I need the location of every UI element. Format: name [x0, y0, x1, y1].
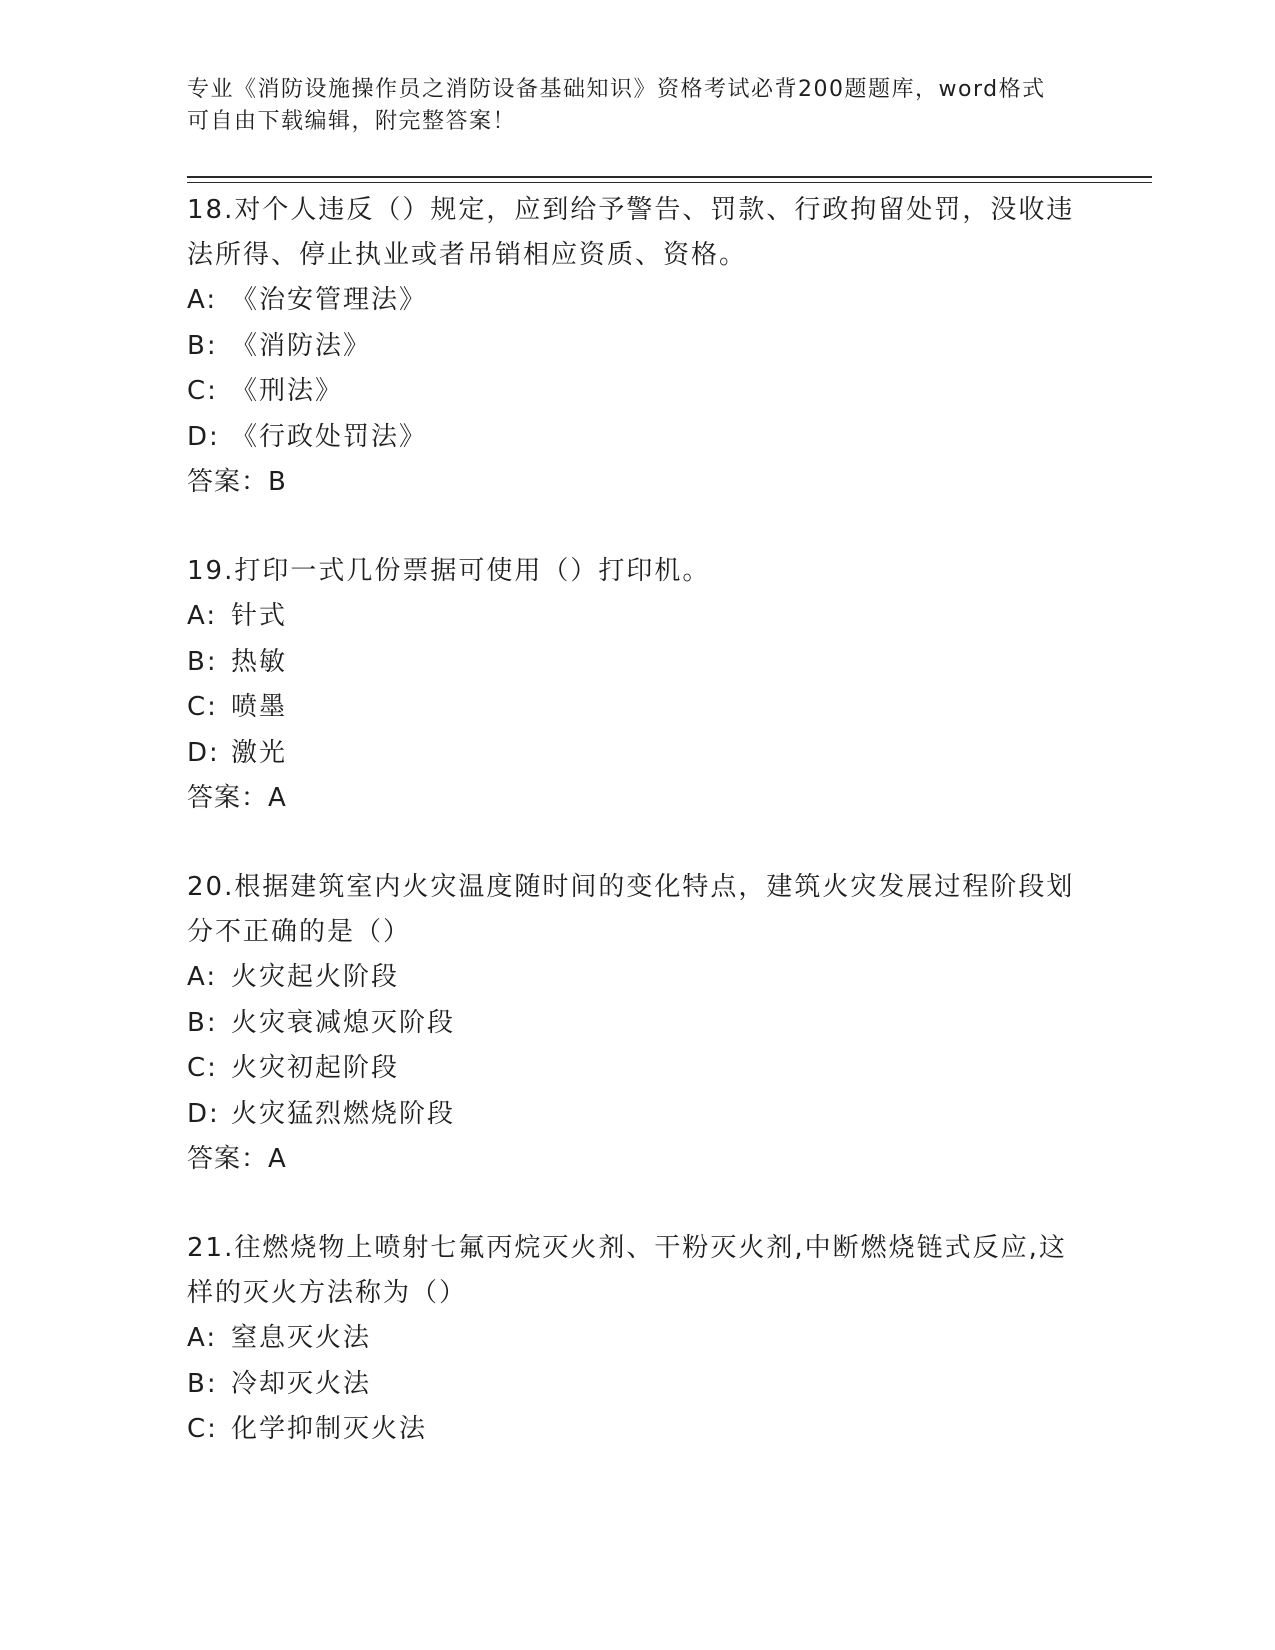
option-text: 火灾起火阶段: [231, 962, 400, 992]
option-key: B:: [187, 1368, 218, 1399]
question-answer: 答案：A: [187, 1144, 287, 1174]
question-stem: 20.根据建筑室内火灾温度随时间的变化特点，建筑火灾发展过程阶段划分不正确的是（）: [187, 872, 1075, 947]
question-option: [187, 278, 1087, 324]
option-text: 《刑法》: [231, 376, 344, 406]
option-text: 冷却灭火法: [231, 1368, 372, 1399]
question-option: [187, 1001, 1087, 1047]
question-stem: 18.对个人违反（）规定，应到给予警告、罚款、行政拘留处罚，没收违法所得、停止执业或者吊销相应资质、资格。: [187, 195, 1075, 270]
option-text: 喷墨: [231, 692, 288, 722]
option-text: 激光: [231, 737, 288, 768]
question-option: [187, 415, 1087, 461]
option-key: A:: [187, 285, 218, 315]
question-option: [187, 1407, 1087, 1453]
option-text: 火灾初起阶段: [231, 1053, 400, 1083]
question-option: [187, 731, 1087, 777]
option-key: C:: [187, 1414, 218, 1444]
question-list: [187, 188, 1087, 1497]
option-key: D:: [187, 737, 220, 768]
option-key: C:: [187, 1053, 218, 1083]
option-text: 《行政处罚法》: [231, 421, 428, 452]
option-key: C:: [187, 692, 218, 722]
header-divider-thin: [187, 182, 1152, 183]
question-item: [187, 865, 1087, 1182]
question-option: [187, 594, 1087, 640]
question-option: [187, 955, 1087, 1001]
question-option: [187, 369, 1087, 415]
question-item: [187, 1226, 1087, 1453]
option-text: 火灾衰减熄灭阶段: [231, 1007, 456, 1038]
option-key: A:: [187, 1323, 218, 1353]
option-key: D:: [187, 1098, 220, 1129]
question-option: [187, 1046, 1087, 1092]
option-text: 火灾猛烈燃烧阶段: [231, 1098, 456, 1129]
option-key: B:: [187, 646, 218, 677]
option-key: C:: [187, 376, 218, 406]
question-option: [187, 324, 1087, 370]
option-text: 《消防法》: [231, 330, 372, 361]
page-header-text: 专业《消防设施操作员之消防设备基础知识》资格考试必背200题题库，word格式可自由下载编辑，附完整答案！: [187, 77, 1046, 134]
question-option: [187, 1316, 1087, 1362]
question-option: [187, 640, 1087, 686]
question-answer: 答案：B: [187, 467, 287, 497]
question-item: [187, 188, 1087, 505]
option-key: A:: [187, 962, 218, 992]
question-answer: 答案：A: [187, 783, 287, 813]
option-key: B:: [187, 330, 218, 361]
option-key: D:: [187, 421, 220, 452]
question-stem: 21.往燃烧物上喷射七氟丙烷灭火剂、干粉灭火剂,中断燃烧链式反应,这样的灭火方法称为（）: [187, 1233, 1067, 1308]
option-text: 针式: [231, 601, 288, 631]
option-text: 化学抑制灭火法: [231, 1414, 428, 1444]
option-key: A:: [187, 601, 218, 631]
question-option: [187, 685, 1087, 731]
option-text: 热敏: [231, 646, 288, 677]
question-option: [187, 1092, 1087, 1138]
option-key: B:: [187, 1007, 218, 1038]
question-option: [187, 1362, 1087, 1408]
question-item: [187, 549, 1087, 821]
question-stem: 19.打印一式几份票据可使用（）打印机。: [187, 556, 711, 586]
header-divider: [187, 176, 1152, 178]
option-text: 窒息灭火法: [231, 1323, 372, 1353]
option-text: 《治安管理法》: [231, 285, 428, 315]
